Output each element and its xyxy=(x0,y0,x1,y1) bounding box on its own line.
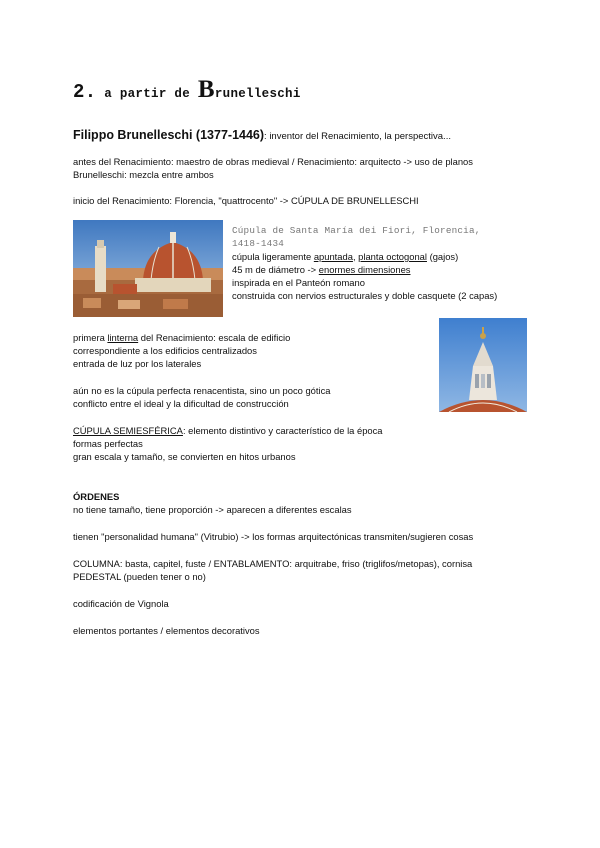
title-initial: B xyxy=(197,76,215,103)
cupula-diametro-line xyxy=(232,263,410,276)
lantern-photo xyxy=(439,318,527,412)
cupula-apuntada-line xyxy=(232,250,458,263)
intro-name: Filippo Brunelleschi (1377-1446) xyxy=(73,128,265,142)
semiesferica-desc: : elemento distintivo y característico de la época xyxy=(182,425,383,436)
cupula-nervios-line: construida con nervios estructurales y doble casquete (2 capas) xyxy=(232,290,498,301)
line-inicio: inicio del Renacimiento: Florencia, "quattrocento" -> CÚPULA DE BRUNELLESCHI xyxy=(73,195,419,206)
ordenes-vitrubio: tienen "personalidad humana" (Vitrubio) -> los formas arquitectónicas transmiten/sugieren cosas xyxy=(73,531,474,542)
cupula-apuntada-word: apuntada xyxy=(313,251,353,262)
caption-cupula: Cúpula de Santa María dei Fiori, Florencia, xyxy=(232,225,481,236)
cupula-panteon-line: inspirada en el Panteón romano xyxy=(232,277,365,288)
linterna-luz: entrada de luz por los laterales xyxy=(73,358,202,369)
formas-perfectas: formas perfectas xyxy=(73,438,143,449)
cupula-planta-octogonal: planta octogonal xyxy=(358,251,427,262)
florence-cathedral-image xyxy=(73,220,223,317)
ordenes-columna: COLUMNA: basta, capitel, fuste / ENTABLAMENTO: arquitrabe, friso (triglifos/metopas), cornisa xyxy=(73,558,473,569)
semiesferica-word: CÚPULA SEMIESFÉRICA xyxy=(73,425,183,436)
title-prefix: a partir de xyxy=(104,87,191,101)
cupula-apuntada-sep: , xyxy=(352,251,359,262)
florence-cathedral-photo xyxy=(73,220,223,317)
cupula-apuntada-pre: cúpula ligeramente xyxy=(232,251,314,262)
linterna-pre: primera xyxy=(73,332,108,343)
ordenes-heading: ÓRDENES xyxy=(73,491,120,502)
gran-escala: gran escala y tamaño, se convierten en hitos urbanos xyxy=(73,451,296,462)
ordenes-vignola: codificación de Vignola xyxy=(73,598,169,609)
line-antes: antes del Renacimiento: maestro de obras medieval / Renacimiento: arquitecto -> uso de planos xyxy=(73,156,473,167)
line-mezcla: Brunelleschi: mezcla entre ambos xyxy=(73,169,214,180)
cupula-diametro-pre: 45 m de diámetro -> xyxy=(232,264,319,275)
conflicto-line: conflicto entre el ideal y la dificultad de construcción xyxy=(73,398,289,409)
semiesferica-line xyxy=(73,424,383,437)
intro-line xyxy=(73,126,451,144)
intro-desc: : inventor del Renacimiento, la perspectiva... xyxy=(264,131,451,142)
ordenes-elementos: elementos portantes / elementos decorativos xyxy=(73,625,260,636)
linterna-word: linterna xyxy=(107,332,139,343)
linterna-line xyxy=(73,331,290,344)
title-rest: runelleschi xyxy=(214,87,301,101)
gotica-line: aún no es la cúpula perfecta renacentista, sino un poco gótica xyxy=(73,385,331,396)
cupula-enormes-dimensiones: enormes dimensiones xyxy=(318,264,411,275)
linterna-centralizados: correspondiente a los edificios centralizados xyxy=(73,345,257,356)
caption-dates: 1418-1434 xyxy=(232,238,285,249)
page-title xyxy=(73,76,301,104)
linterna-post: del Renacimiento: escala de edificio xyxy=(138,332,291,343)
title-number: 2. xyxy=(73,81,97,103)
ordenes-pedestal: PEDESTAL (pueden tener o no) xyxy=(73,571,206,582)
ordenes-proporcion: no tiene tamaño, tiene proporción -> aparecen a diferentes escalas xyxy=(73,504,352,515)
cupula-gajos: (gajos) xyxy=(426,251,459,262)
lantern-image xyxy=(439,318,527,412)
